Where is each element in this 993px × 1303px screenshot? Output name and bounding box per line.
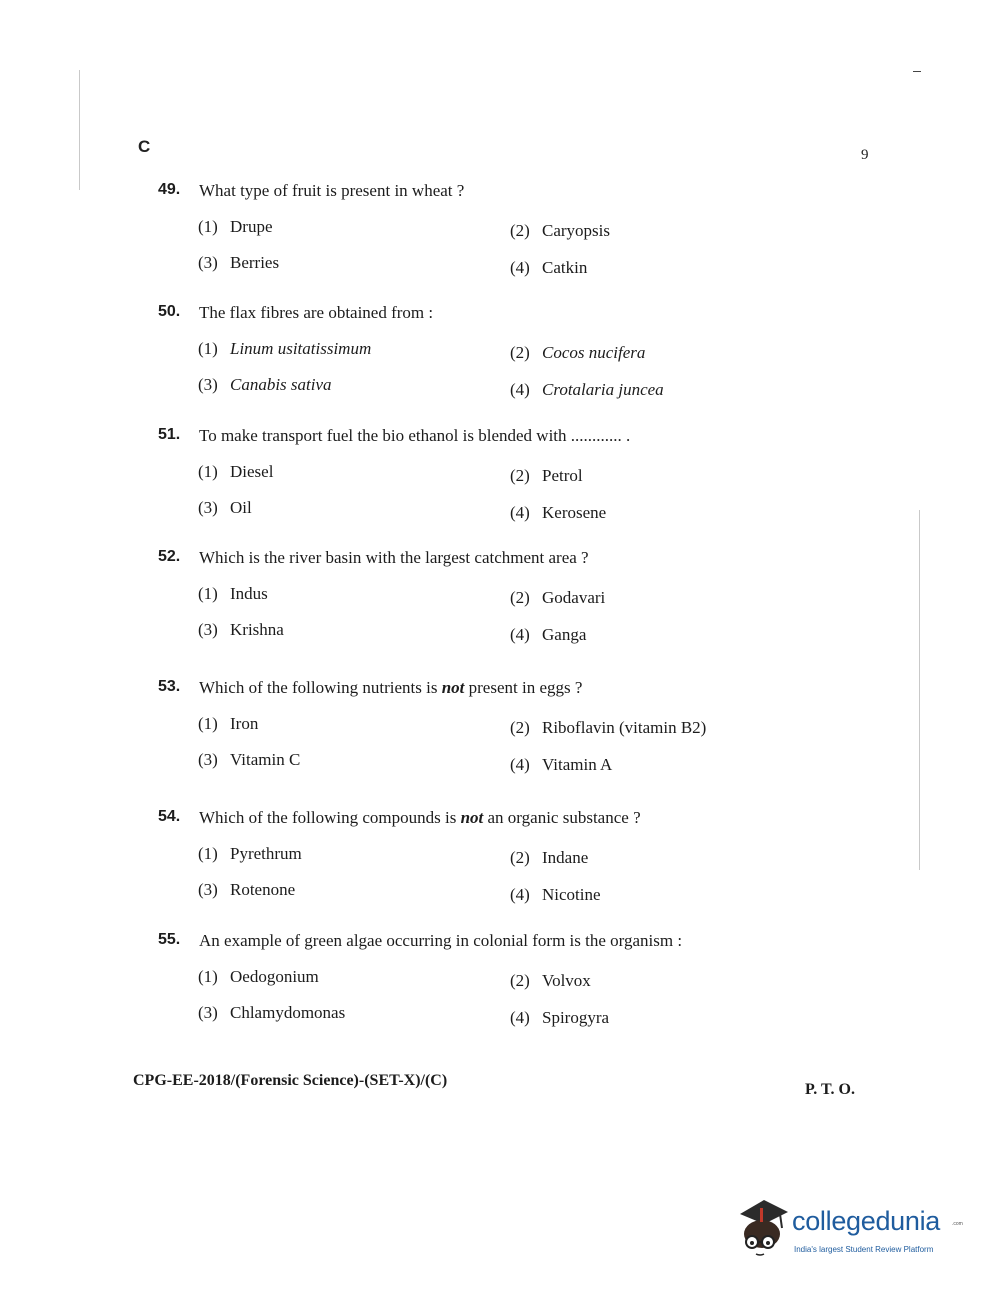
option-1: (1) Iron bbox=[198, 714, 259, 733]
question-text: To make transport fuel the bio ethanol is blended with ............ . bbox=[199, 426, 631, 445]
question-number: 55. bbox=[158, 931, 181, 948]
question-number: 49. bbox=[158, 181, 181, 198]
option-4: (4) Nicotine bbox=[510, 885, 601, 904]
scan-margin-line bbox=[79, 70, 80, 190]
option-2: (2) Petrol bbox=[510, 466, 583, 485]
question-54 bbox=[0, 808, 993, 928]
emphasis-not: not bbox=[441, 678, 465, 697]
option-4: (4) Kerosene bbox=[510, 503, 607, 522]
option-3: (3) Vitamin C bbox=[198, 750, 301, 769]
question-number: 52. bbox=[158, 548, 181, 565]
option-1: (1) Pyrethrum bbox=[198, 844, 302, 863]
question-text: What type of fruit is present in wheat ? bbox=[199, 181, 465, 200]
mascot-icon bbox=[736, 1198, 790, 1262]
brand-dotcom: .com bbox=[952, 1221, 963, 1227]
question-50 bbox=[0, 303, 993, 423]
option-1: (1) Indus bbox=[198, 584, 268, 603]
option-3: (3) Oil bbox=[198, 498, 252, 517]
option-1: (1) Linum usitatissimum bbox=[198, 339, 372, 358]
option-4: (4) Vitamin A bbox=[510, 755, 613, 774]
option-1: (1) Oedogonium bbox=[198, 967, 319, 986]
option-4: (4) Crotalaria juncea bbox=[510, 380, 664, 399]
question-53 bbox=[0, 678, 993, 798]
question-number: 54. bbox=[158, 808, 181, 825]
option-3: (3) Krishna bbox=[198, 620, 284, 639]
exam-code: CPG-EE-2018/(Forensic Science)-(SET-X)/(C) bbox=[133, 1072, 448, 1089]
option-4: (4) Spirogyra bbox=[510, 1008, 610, 1027]
page-number: 9 bbox=[861, 147, 869, 163]
option-2: (2) Indane bbox=[510, 848, 589, 867]
option-2: (2) Caryopsis bbox=[510, 221, 610, 240]
option-3: (3) Rotenone bbox=[198, 880, 296, 899]
option-2: (2) Riboflavin (vitamin B2) bbox=[510, 718, 707, 737]
question-51 bbox=[0, 426, 993, 546]
corner-mark bbox=[913, 71, 921, 72]
option-4: (4) Catkin bbox=[510, 258, 588, 277]
option-1: (1) Diesel bbox=[198, 462, 274, 481]
question-52 bbox=[0, 548, 993, 668]
question-55 bbox=[0, 931, 993, 1051]
option-1: (1) Drupe bbox=[198, 217, 273, 236]
question-text: Which is the river basin with the largest catchment area ? bbox=[199, 548, 589, 567]
option-3: (3) Berries bbox=[198, 253, 280, 272]
question-text: Which of the following compounds is not an organic substance ? bbox=[199, 808, 641, 827]
question-number: 50. bbox=[158, 303, 181, 320]
option-2: (2) Cocos nucifera bbox=[510, 343, 646, 362]
question-number: 53. bbox=[158, 678, 181, 695]
option-2: (2) Volvox bbox=[510, 971, 591, 990]
brand-name: collegedunia bbox=[792, 1206, 941, 1236]
brand-tagline: India's largest Student Review Platform bbox=[794, 1245, 934, 1254]
option-3: (3) Canabis sativa bbox=[198, 375, 332, 394]
question-text: Which of the following nutrients is not present in eggs ? bbox=[199, 678, 583, 697]
collegedunia-watermark bbox=[736, 1198, 962, 1266]
emphasis-not: not bbox=[460, 808, 484, 827]
question-text: The flax fibres are obtained from : bbox=[199, 303, 434, 322]
question-text: An example of green algae occurring in colonial form is the organism : bbox=[199, 931, 683, 950]
option-3: (3) Chlamydomonas bbox=[198, 1003, 346, 1022]
question-49 bbox=[0, 181, 993, 301]
option-2: (2) Godavari bbox=[510, 588, 606, 607]
option-4: (4) Ganga bbox=[510, 625, 587, 644]
pto-label: P. T. O. bbox=[805, 1081, 855, 1098]
set-code: C bbox=[138, 137, 151, 156]
question-number: 51. bbox=[158, 426, 181, 443]
